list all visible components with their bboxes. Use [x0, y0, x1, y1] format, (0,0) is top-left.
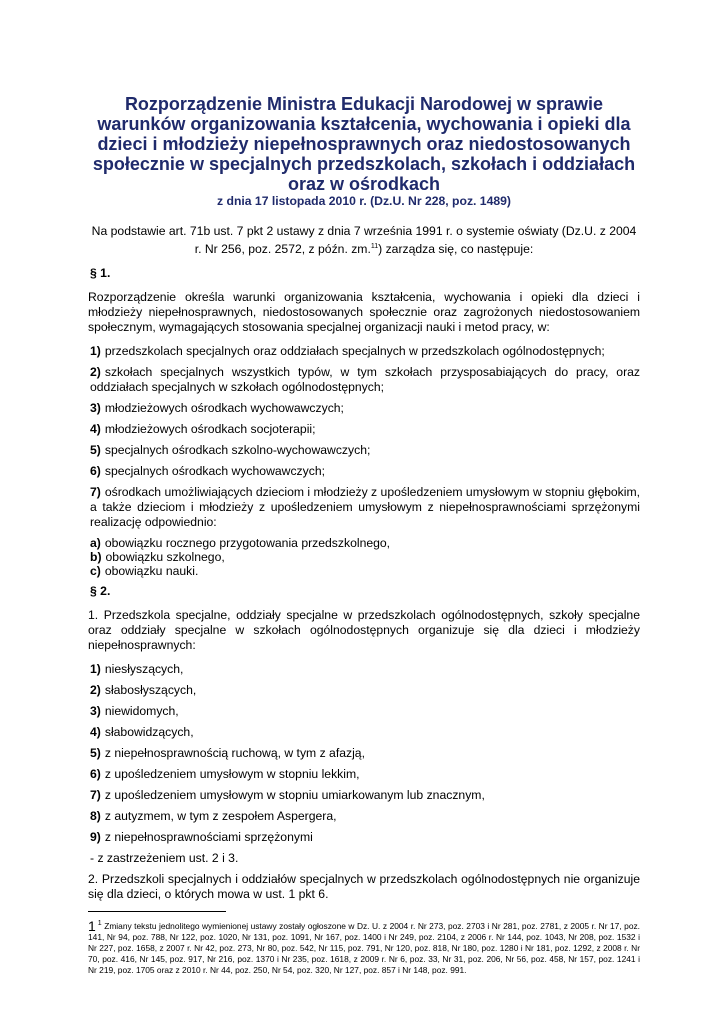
section-2-reservation: - z zastrzeżeniem ust. 2 i 3. — [90, 851, 239, 866]
section-1-sublist-item: c) obowiązku nauki. — [90, 564, 199, 579]
document-page — [88, 94, 640, 976]
footnote-mark: 1 — [88, 917, 96, 934]
section-1-list — [88, 344, 640, 530]
section-2-list — [88, 662, 640, 845]
section-2-list-item: 4) słabowidzących, — [90, 725, 194, 740]
preamble: Na podstawie art. 71b ust. 7 pkt 2 ustawy z dnia 7 września 1991 r. o systemie oświaty (Dz.U. z 2004 r. Nr 256, poz. 2572, z późn. zm.$^{11}$) zarządza się, co następuje: — [91, 224, 637, 257]
section-1-list-item: 7) ośrodkach umożliwiających dzieciom i młodzieży z upośledzeniem umysłowym w stopniu głębokim, a także dzieciom i młodzieży z upośledzeniem umysłowym z niepełnosprawnościami sprzężonymi realizację odpowiednio: — [90, 485, 640, 530]
document-date: z dnia 17 listopada 2010 r. (Dz.U. Nr 228, poz. 1489) — [217, 194, 511, 208]
footnote: 1 $^1$ Zmiany tekstu jednolitego wymienionej ustawy zostały ogłoszone w Dz. U. z 2004 r. Nr 273, poz. 2703 i Nr 281, poz. 2781, z 2005 r. Nr 17, poz. 141, Nr 94, poz. 788, Nr 122, poz. 1020, Nr 131, poz. 1091, Nr 167, poz. 1400 i Nr 249, poz. 2104, z 2006 r. Nr 144, poz. 1043, Nr 208, poz. 1532 i Nr 227, poz. 1658, z 2007 r. Nr 42, poz. 273, Nr 80, poz. 542, Nr 115, poz. 791, Nr 120, poz. 818, Nr 180, poz. 1280 i Nr 181, poz. 1292, z 2008 r. Nr 70, poz. 416, Nr 145, poz. 917, Nr 216, poz. 1370 i Nr 235, poz. 1618, z 2009 r. Nr 6, poz. 33, Nr 31, poz. 206, Nr 56, poz. 458, Nr 157, poz. 1241 i Nr 219, poz. 1705 oraz z 2010 r. Nr 44, poz. 250, Nr 54, poz. 320, Nr 127, poz. 857 i Nr 148, poz. 991. — [88, 917, 640, 975]
section-2-list-item: 3) niewidomych, — [90, 704, 179, 719]
section-2-paragraph-1: 1. Przedszkola specjalne, oddziały specjalne w przedszkolach ogólnodostępnych, szkoły specjalne oraz oddziały specjalne w szkołach ogólnodostępnych organizuje się dla dzieci i młodzieży niepełnosprawnych: — [88, 608, 640, 653]
section-1-list-item: 1) przedszkolach specjalnych oraz oddziałach specjalnych w przedszkolach ogólnodostępnych; — [90, 344, 605, 359]
section-2-list-item: 1) niesłyszących, — [90, 662, 184, 677]
section-2-paragraph-2: 2. Przedszkoli specjalnych i oddziałów specjalnych w przedszkolach ogólnodostępnych nie organizuje się dla dzieci, o których mowa w ust. 1 pkt 6. — [88, 872, 640, 902]
section-2-list-item: 2) słabosłyszących, — [90, 683, 197, 698]
section-1-intro: Rozporządzenie określa warunki organizowania kształcenia, wychowania i opieki dla dzieci i młodzieży niepełnosprawnych, niedostosowanych społecznie oraz zagrożonych niedostosowaniem społecznym, wymagających stosowania specjalnej organizacji nauki i metod pracy, w: — [88, 290, 640, 335]
section-2-list-item: 6) z upośledzeniem umysłowym w stopniu lekkim, — [90, 767, 360, 782]
section-1-list-item: 2) szkołach specjalnych wszystkich typów, w tym szkołach przysposabiających do pracy, oraz oddziałach specjalnych w szkołach ogólnodostępnych; — [90, 365, 640, 395]
section-1-heading: § 1. — [90, 266, 111, 281]
section-1-sublist — [88, 536, 640, 578]
section-2-list-item: 9) z niepełnosprawnościami sprzężonymi — [90, 830, 313, 845]
section-1-list-item: 6) specjalnych ośrodkach wychowawczych; — [90, 464, 325, 479]
section-1-sublist-item: b) obowiązku szkolnego, — [90, 550, 225, 565]
section-2-list-item: 5) z niepełnosprawnością ruchową, w tym z afazją, — [90, 746, 365, 761]
section-1-list-item: 3) młodzieżowych ośrodkach wychowawczych; — [90, 401, 344, 416]
section-2-heading: § 2. — [90, 584, 111, 599]
footnote-divider — [88, 911, 226, 912]
section-2-list-item: 7) z upośledzeniem umysłowym w stopniu umiarkowanym lub znacznym, — [90, 788, 485, 803]
section-1-list-item: 5) specjalnych ośrodkach szkolno-wychowawczych; — [90, 443, 371, 458]
footnote-ref[interactable]: 11 — [370, 243, 379, 250]
document-title: Rozporządzenie Ministra Edukacji Narodowej w sprawie warunków organizowania kształcenia, wychowania i opieki dla dzieci i młodzieży niepełnosprawnych oraz niedostosowanych społecznie w specjalnych przedszkolach, szkołach i oddziałach oraz w ośrodkach — [92, 94, 636, 194]
section-1-sublist-item: a) obowiązku rocznego przygotowania przedszkolnego, — [90, 536, 391, 551]
section-2-list-item: 8) z autyzmem, w tym z zespołem Aspergera, — [90, 809, 337, 824]
section-1-list-item: 4) młodzieżowych ośrodkach socjoterapii; — [90, 422, 316, 437]
